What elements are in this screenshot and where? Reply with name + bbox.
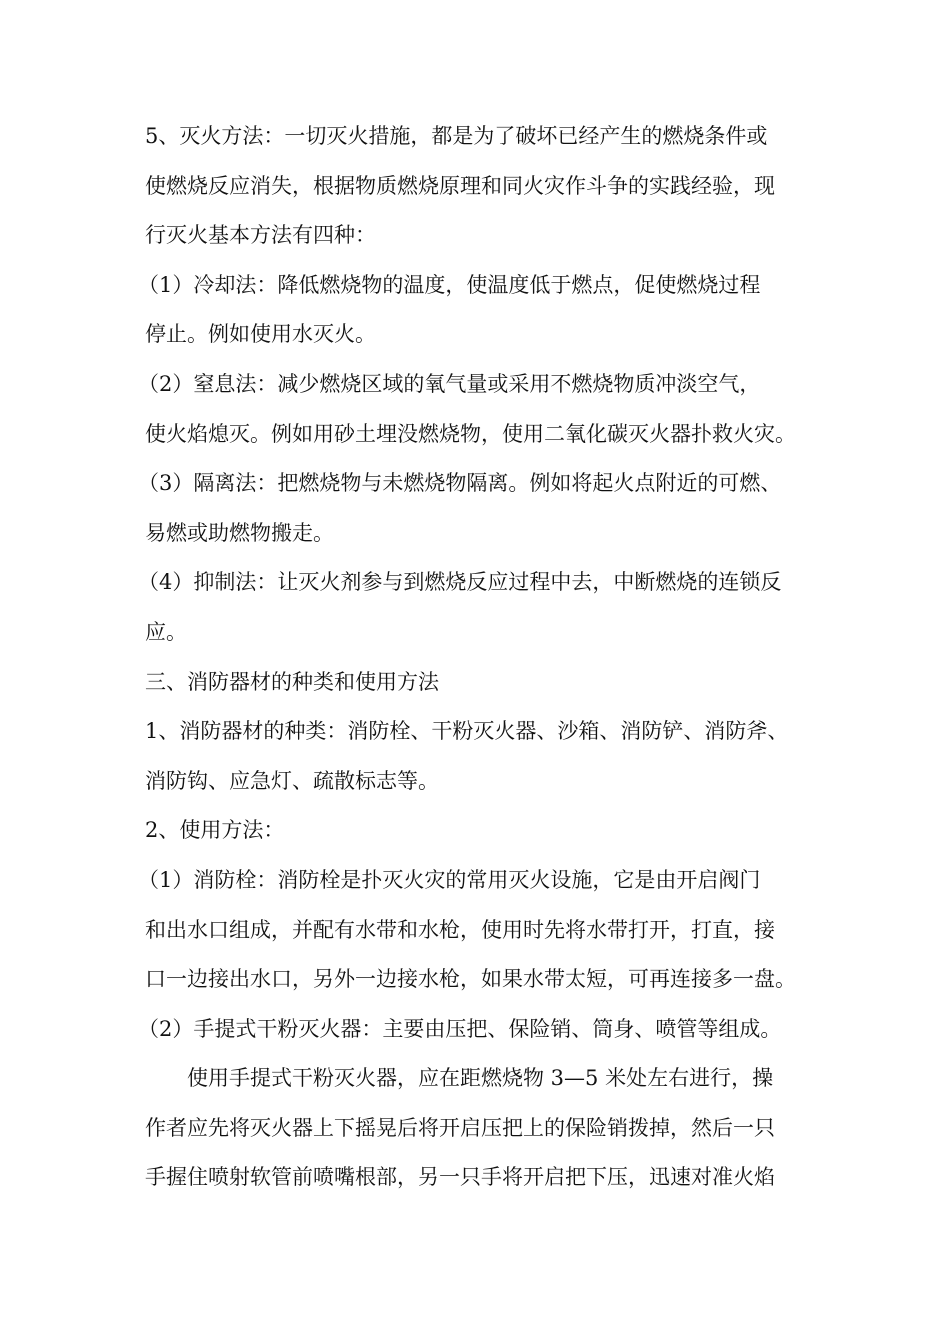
text-line: 2、使用方法： bbox=[145, 818, 285, 843]
text-line: （3）隔离法：把燃烧物与未燃烧物隔离。例如将起火点附近的可燃、 bbox=[138, 471, 782, 496]
text-line: 使燃烧反应消失，根据物质燃烧原理和同火灾作斗争的实践经验，现 bbox=[145, 173, 775, 198]
text-line: 使用手提式干粉灭火器，应在距燃烧物 3—5 米处左右进行，操 bbox=[187, 1066, 774, 1091]
text-line: 停止。例如使用水灭火。 bbox=[145, 322, 376, 347]
text-line: 5、灭火方法：一切灭火措施，都是为了破坏已经产生的燃烧条件或 bbox=[145, 124, 768, 148]
text-line: （4）抑制法：让灭火剂参与到燃烧反应过程中去，中断燃烧的连锁反 bbox=[138, 570, 782, 595]
text-line: 手握住喷射软管前喷嘴根部，另一只手将开启把下压，迅速对准火焰 bbox=[145, 1165, 775, 1190]
text-line: 应。 bbox=[145, 619, 187, 644]
document-body bbox=[138, 112, 810, 1203]
text-line: （2）手提式干粉灭火器：主要由压把、保险销、筒身、喷管等组成。 bbox=[138, 1016, 782, 1041]
text-line: 消防钩、应急灯、疏散标志等。 bbox=[145, 768, 439, 793]
text-line: 行灭火基本方法有四种： bbox=[145, 223, 376, 248]
text-line: 口一边接出水口，另外一边接水枪，如果水带太短，可再连接多一盘。 bbox=[145, 967, 796, 992]
text-line: （2）窒息法：减少燃烧区域的氧气量或采用不燃烧物质冲淡空气， bbox=[138, 371, 761, 396]
text-line: 作者应先将灭火器上下摇晃后将开启压把上的保险销拨掉，然后一只 bbox=[145, 1115, 775, 1140]
text-line: （1）消防栓：消防栓是扑灭火灾的常用灭火设施，它是由开启阀门 bbox=[138, 867, 761, 892]
text-line: 和出水口组成，并配有水带和水枪，使用时先将水带打开，打直，接 bbox=[145, 917, 775, 942]
text-line: 使火焰熄灭。例如用砂土埋没燃烧物，使用二氧化碳灭火器扑救火灾。 bbox=[145, 421, 796, 446]
text-line: （1）冷却法：降低燃烧物的温度，使温度低于燃点，促使燃烧过程 bbox=[138, 272, 761, 297]
text-line: 1、消防器材的种类：消防栓、干粉灭火器、沙箱、消防铲、消防斧、 bbox=[145, 719, 789, 744]
text-line: 易燃或助燃物搬走。 bbox=[145, 520, 334, 545]
section-heading: 三、消防器材的种类和使用方法 bbox=[145, 669, 439, 694]
